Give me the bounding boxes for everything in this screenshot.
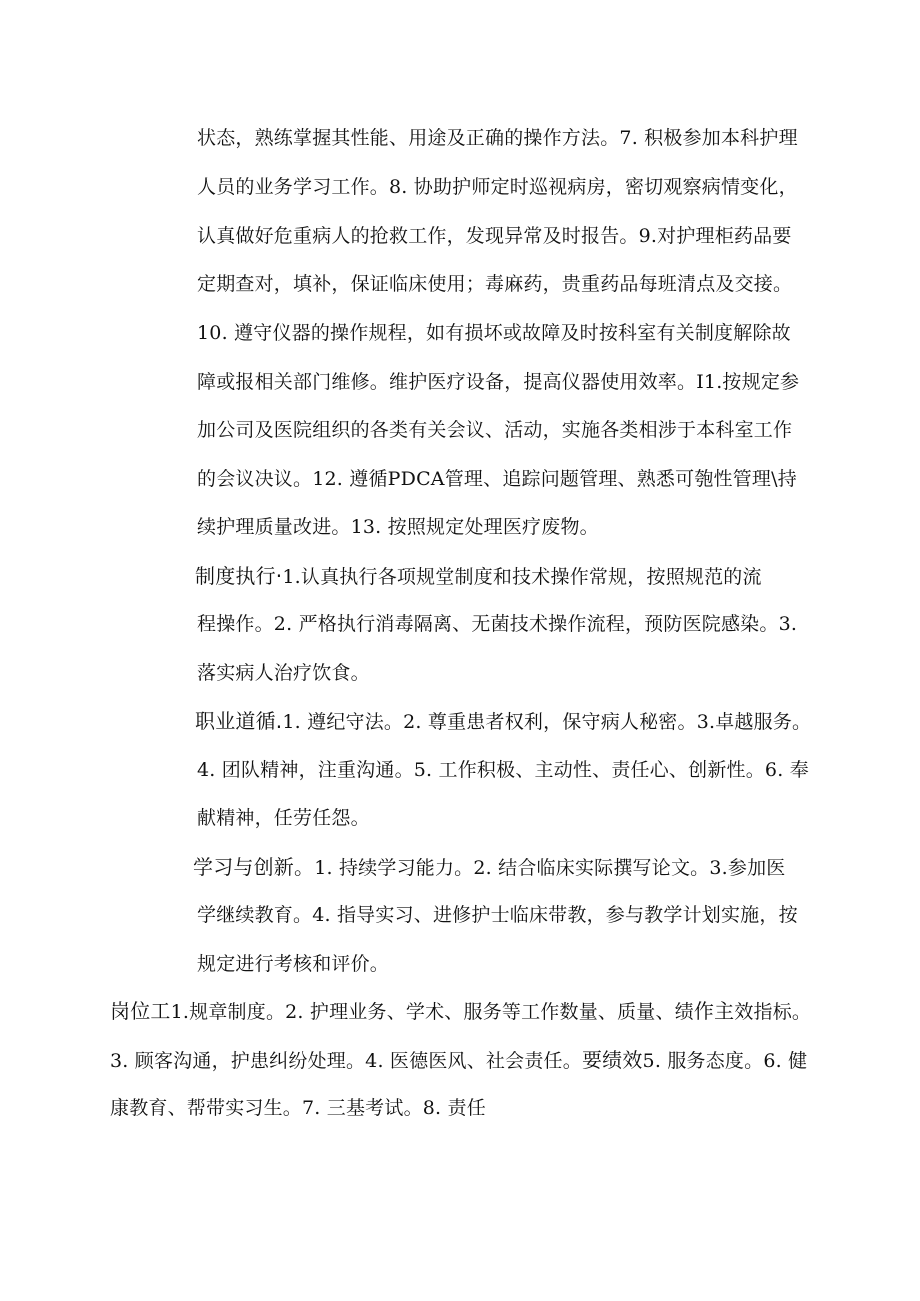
text-line: 4. 团队精神，注重沟通。5. 工作积极、主动性、责任心、创新性。6. 奉 bbox=[197, 759, 809, 781]
section-heading-kpi-part2: 作主 bbox=[693, 999, 735, 1023]
text-line: 献精神，任劳任怨。 bbox=[197, 807, 370, 829]
text-line: 规定进行考核和评价。 bbox=[197, 953, 390, 975]
text-line: 状态，熟练掌握其性能、用途及正确的操作方法。7. 积极参加本科护理 bbox=[197, 127, 798, 149]
text-line: 的会议决议。12. 遵循PDCA管理、追踪问题管理、熟悉可匏性管理\持 bbox=[197, 468, 797, 490]
learning-line-1 bbox=[193, 855, 785, 880]
text-line: 学继续教育。4. 指导实习、进修护士临床带教，参与教学计划实施，按 bbox=[197, 904, 798, 926]
text-run: 1. 遵纪守法。2. 尊重患者权利，保守病人秘密。3.卓越服务。 bbox=[282, 711, 812, 733]
text-run: 1.规章制度。2. 护理业务、学术、服务等工作数量、质量、绩 bbox=[170, 1001, 694, 1023]
section-heading-kpi-part3: 要绩效 bbox=[581, 1048, 643, 1072]
text-line: 落实病人治疗饮食。 bbox=[197, 662, 370, 684]
section-heading-learning: 学习与创新。 bbox=[193, 855, 315, 879]
system-line-1 bbox=[195, 564, 762, 589]
section-heading-ethics: 职业道循. bbox=[195, 709, 283, 733]
text-line: 续护理质量改进。13. 按照规定处理医疗废物。 bbox=[197, 516, 599, 538]
text-line: 认真做好危重病人的抢救工作，发现异常及时报告。9.对护理柜药品要 bbox=[197, 225, 792, 247]
text-run: 3. 顾客沟通，护患纠纷处理。4. 医德医风、社会责任。 bbox=[110, 1050, 582, 1072]
text-run: 1.认真执行各项规堂制度和技术操作常规，按照规范的流 bbox=[282, 566, 762, 588]
ethics-line-1 bbox=[195, 709, 811, 734]
text-line: 加公司及医院组织的各类有关会议、活动，实施各类相涉于本科室工作 bbox=[197, 419, 793, 441]
kpi-line-1 bbox=[110, 999, 811, 1024]
section-heading-kpi-part1: 岗位工 bbox=[110, 999, 171, 1023]
text-line: 人员的业务学习工作。8. 协助护师定时巡视病房，密切观察病情变化， bbox=[197, 176, 798, 198]
text-run: 效指标。 bbox=[734, 1001, 812, 1023]
text-run: 5. 服务态度。6. 健 bbox=[642, 1050, 808, 1072]
text-line: 程操作。2. 严格执行消毒隔离、无菌技术操作流程，预防医院感染。3. bbox=[197, 613, 798, 635]
kpi-line-2 bbox=[110, 1048, 807, 1073]
text-line: 障或报相关部门维修。维护医疗设备，提高仪器使用效率。I1.按规定参 bbox=[197, 371, 800, 393]
text-run: 1. 持续学习能力。2. 结合临床实际撰写论文。3.参加医 bbox=[314, 857, 786, 879]
text-line: 康教育、帮带实习生。7. 三基考试。8. 责任 bbox=[110, 1097, 486, 1119]
text-line: 10. 遵守仪器的操作规程，如有损坏或故障及时按科室有关制度解除故 bbox=[197, 322, 791, 344]
text-line: 定期查对，填补，保证临床使用；毒麻药，贵重药品每班清点及交接。 bbox=[197, 273, 793, 295]
section-heading-system: 制度执行· bbox=[195, 564, 283, 588]
